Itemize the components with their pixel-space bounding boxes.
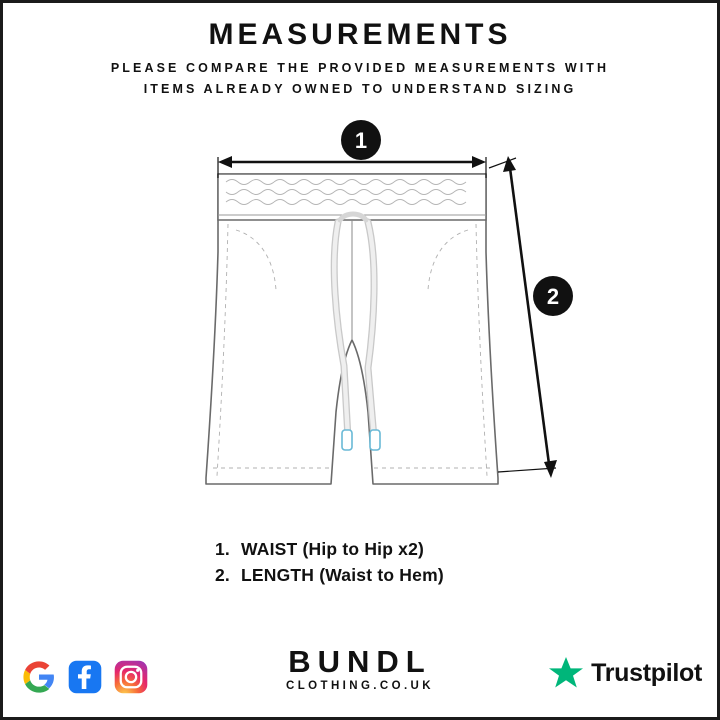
drawcord-aglet-left <box>342 430 352 450</box>
shorts-svg <box>0 112 720 512</box>
subtitle-line-1: PLEASE COMPARE THE PROVIDED MEASUREMENTS WITH <box>110 61 610 75</box>
legend-item-2-label: LENGTH (Waist to Hem) <box>241 565 444 585</box>
drawcord-aglet-right <box>370 430 380 450</box>
measurement-legend <box>0 536 720 588</box>
trustpilot-star-icon <box>548 656 584 690</box>
marker-badge-2 <box>533 276 573 316</box>
shorts-measurement-diagram <box>0 112 720 512</box>
footer <box>0 632 720 702</box>
marker-badge-1 <box>341 120 381 160</box>
trustpilot-logo[interactable] <box>548 656 702 690</box>
brand-domain: CLOTHING.CO.UK <box>286 680 434 692</box>
subtitle-line-2: ITEMS ALREADY OWNED TO UNDERSTAND SIZING <box>143 82 577 96</box>
legend-item-2-number: 2. <box>215 565 230 585</box>
marker-badge-2-label: 2 <box>546 284 560 309</box>
legend-item-1 <box>0 536 720 562</box>
legend-item-1-number: 1. <box>215 539 230 559</box>
header <box>0 18 720 100</box>
marker-badge-1-label: 1 <box>354 128 368 153</box>
trustpilot-label: Trustpilot <box>591 658 702 687</box>
brand-name: BUNDL <box>288 644 432 679</box>
measurement-arrow-length <box>489 156 560 478</box>
legend-item-1-label: WAIST (Hip to Hip x2) <box>241 539 425 559</box>
page-subtitle <box>0 58 720 100</box>
shorts-outline <box>206 174 498 484</box>
page-title: MEASUREMENTS <box>208 18 512 51</box>
legend-item-2 <box>0 562 720 588</box>
